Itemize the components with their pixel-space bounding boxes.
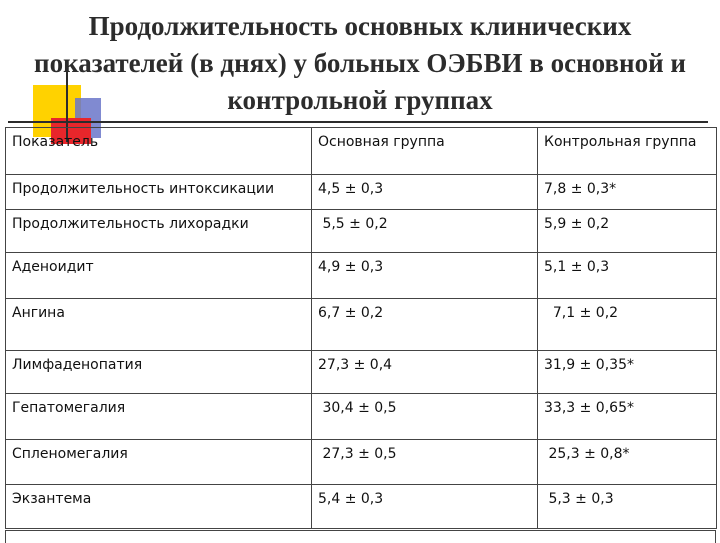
control-group-cell: 31,9 ± 0,35* (538, 351, 717, 394)
main-group-cell: 27,3 ± 0,4 (312, 351, 538, 394)
table-row (6, 394, 717, 440)
table-row (6, 440, 717, 485)
indicator-cell: Продолжительность лихорадки (6, 210, 312, 253)
table-row (6, 485, 717, 529)
slide-title: Продолжительность основных клинических показателей (в днях) у больных ОЭБВИ в основной и контрольной группах (34, 11, 686, 115)
main-group-cell: 6,7 ± 0,2 (312, 299, 538, 351)
table-row (6, 351, 717, 394)
decor-horizontal-line (8, 121, 708, 123)
indicator-cell: Аденоидит (6, 253, 312, 299)
table-footnote-row-cut (5, 530, 716, 543)
control-group-cell: 5,1 ± 0,3 (538, 253, 717, 299)
control-group-cell: 25,3 ± 0,8* (538, 440, 717, 485)
indicator-cell: Ангина (6, 299, 312, 351)
main-group-cell: 5,4 ± 0,3 (312, 485, 538, 529)
clinical-indicators-table (5, 127, 717, 529)
header-indicator: Показатель (6, 128, 312, 175)
table-row (6, 175, 717, 210)
main-group-cell: 27,3 ± 0,5 (312, 440, 538, 485)
control-group-cell: 7,1 ± 0,2 (538, 299, 717, 351)
header-control-group: Контрольная группа (538, 128, 717, 175)
indicator-cell: Лимфаденопатия (6, 351, 312, 394)
main-group-cell: 4,5 ± 0,3 (312, 175, 538, 210)
indicator-cell: Экзантема (6, 485, 312, 529)
table-row (6, 299, 717, 351)
table-row (6, 253, 717, 299)
table-row (6, 210, 717, 253)
control-group-cell: 33,3 ± 0,65* (538, 394, 717, 440)
table-header-row (6, 128, 717, 175)
main-group-cell: 5,5 ± 0,2 (312, 210, 538, 253)
main-group-cell: 30,4 ± 0,5 (312, 394, 538, 440)
indicator-cell: Гепатомегалия (6, 394, 312, 440)
control-group-cell: 7,8 ± 0,3* (538, 175, 717, 210)
header-main-group: Основная группа (312, 128, 538, 175)
main-group-cell: 4,9 ± 0,3 (312, 253, 538, 299)
indicator-cell: Продолжительность интоксикации (6, 175, 312, 210)
control-group-cell: 5,9 ± 0,2 (538, 210, 717, 253)
control-group-cell: 5,3 ± 0,3 (538, 485, 717, 529)
indicator-cell: Спленомегалия (6, 440, 312, 485)
